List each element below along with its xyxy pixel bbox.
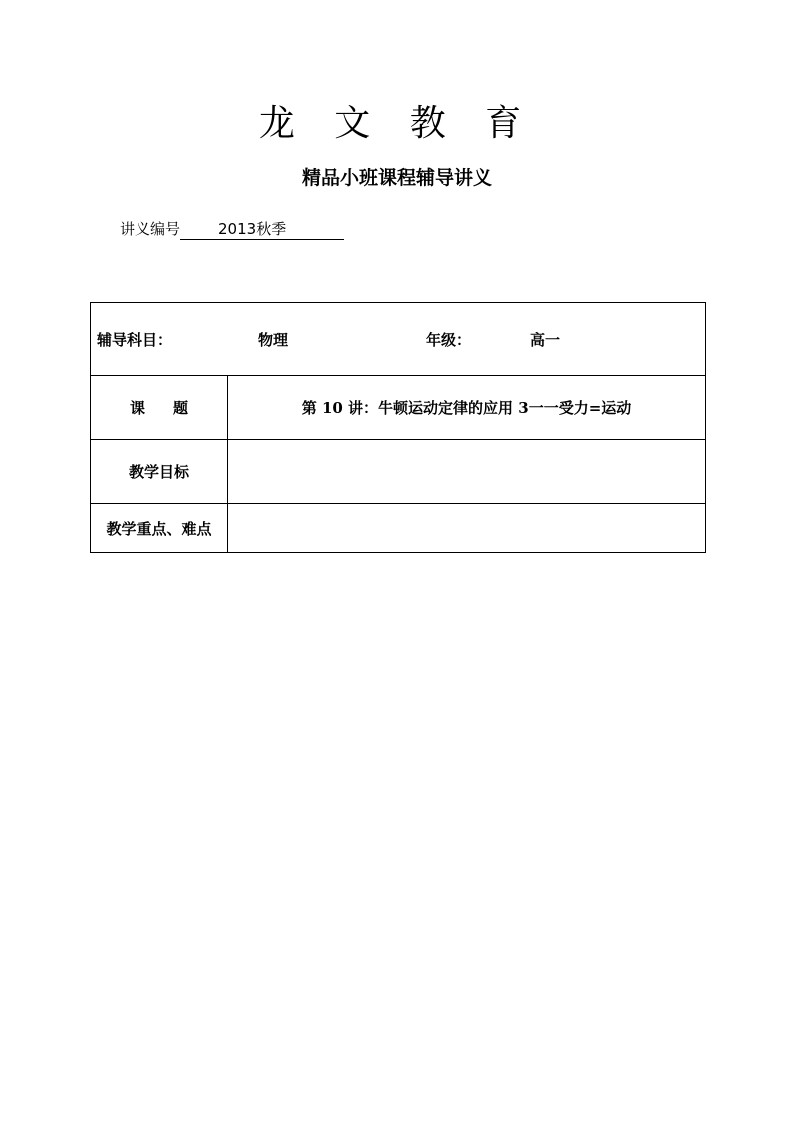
topic-value: 第 10 讲：牛顿运动定律的应用 3一一受力=运动 (228, 376, 706, 440)
subject-value: 物理 (258, 331, 289, 349)
document-title: 龙 文 教 育 (258, 103, 536, 144)
serial-label: 讲义编号 (120, 220, 181, 238)
subject-cell (91, 303, 706, 376)
goal-row (91, 440, 706, 504)
topic-row (91, 376, 706, 440)
serial-value: 2013秋季 (180, 220, 344, 240)
topic-label-part1: 课 (129, 399, 145, 417)
key-points-row (91, 504, 706, 553)
subject-row (91, 303, 706, 376)
goal-value (228, 440, 706, 504)
topic-label (91, 376, 228, 440)
key-points-label: 教学重点、难点 (91, 504, 228, 553)
serial-number-line (120, 218, 344, 240)
topic-label-part2: 题 (173, 399, 189, 417)
grade-label: 年级： (426, 331, 472, 349)
lesson-info-table (90, 302, 706, 553)
goal-label: 教学目标 (91, 440, 228, 504)
subject-label: 辅导科目： (97, 331, 173, 349)
grade-value: 高一 (530, 331, 561, 349)
key-points-value (228, 504, 706, 553)
document-subtitle: 精品小班课程辅导讲义 (301, 167, 492, 189)
